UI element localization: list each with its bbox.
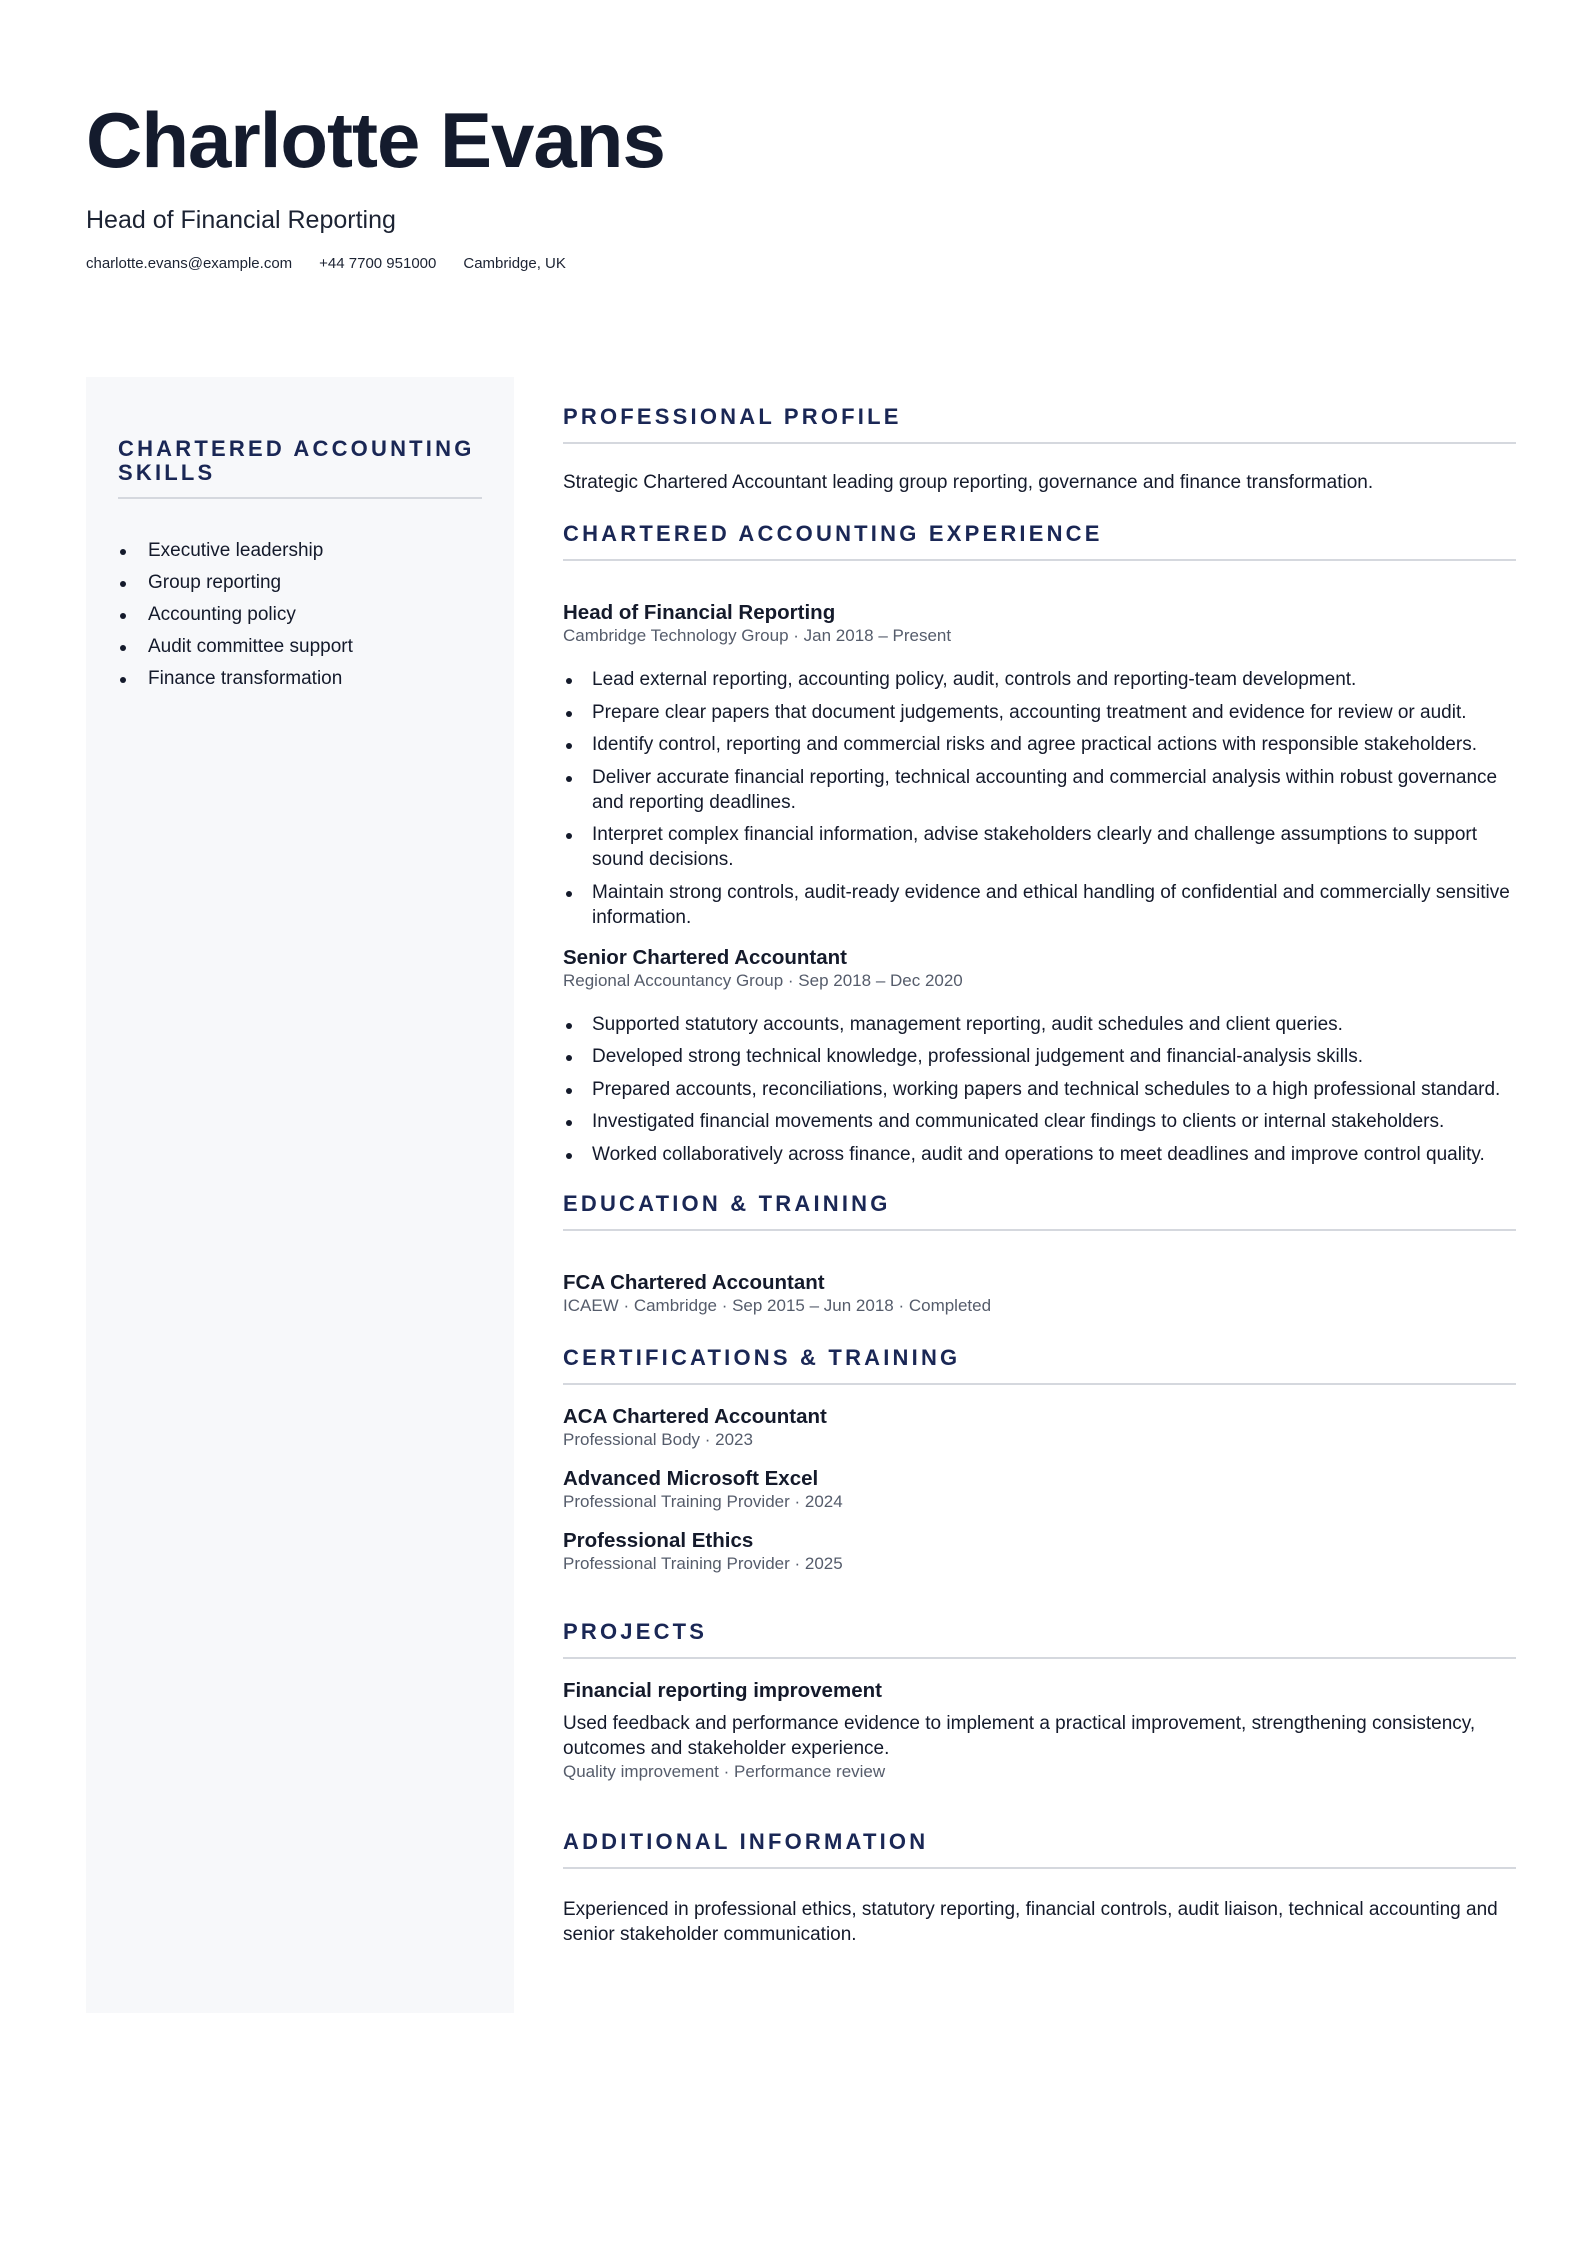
education-meta: ICAEW · Cambridge · Sep 2015 – Jun 2018 · Completed [563,1295,992,1315]
job-bullet: Supported statutory accounts, management reporting, audit schedules and client queries. [563,1012,1516,1037]
certification-title: Advanced Microsoft Excel [563,1466,819,1490]
certifications-heading: CERTIFICATIONS & TRAINING [563,1343,1516,1385]
certification-entry [563,1529,1516,1575]
job-bullet: Maintain strong controls, audit-ready evidence and ethical handling of confidential and commercially sensitive information. [563,880,1516,930]
certification-meta: Professional Body · 2023 [563,1429,753,1449]
education-title: FCA Chartered Accountant [563,1270,825,1294]
education-section [563,1189,1516,1317]
project-description: Used feedback and performance evidence to implement a practical improvement, strengthening consistency, outcomes and stakeholder experience. [563,1712,1476,1759]
job-entry [563,946,1516,1167]
skill-item: Group reporting [118,567,482,599]
certification-meta: Professional Training Provider · 2025 [563,1553,843,1573]
certification-entry [563,1467,1516,1513]
job-bullet: Prepared accounts, reconciliations, working papers and technical schedules to a high professional standard. [563,1077,1516,1102]
skills-heading: CHARTERED ACCOUNTING SKILLS [118,437,482,499]
skill-item: Finance transformation [118,663,482,695]
contact-phone[interactable]: +44 7700 951000 [319,255,437,272]
job-bullets [563,1012,1516,1167]
job-bullet: Investigated financial movements and communicated clear findings to clients or internal stakeholders. [563,1109,1516,1134]
profile-section [563,402,1516,495]
additional-heading: ADDITIONAL INFORMATION [563,1827,1516,1869]
contact-email[interactable]: charlotte.evans@example.com [86,255,293,272]
job-meta: Regional Accountancy Group · Sep 2018 – Dec 2020 [563,970,963,990]
skill-item: Accounting policy [118,599,482,631]
job-bullet: Deliver accurate financial reporting, technical accounting and commercial analysis within robust governance and reporting deadlines. [563,765,1516,815]
skills-list [118,535,482,695]
job-bullet: Developed strong technical knowledge, professional judgement and financial-analysis skills. [563,1044,1516,1069]
job-entry [563,601,1516,930]
certification-title: Professional Ethics [563,1528,754,1552]
candidate-title: Head of Financial Reporting [86,206,396,234]
job-bullet: Worked collaboratively across finance, audit and operations to meet deadlines and improve control quality. [563,1142,1516,1167]
candidate-name: Charlotte Evans [86,96,665,184]
skill-item: Audit committee support [118,631,482,663]
contact-info [86,254,1506,274]
job-bullet: Prepare clear papers that document judgements, accounting treatment and evidence for review or audit. [563,700,1516,725]
certifications-section [563,1343,1516,1575]
job-bullet: Lead external reporting, accounting policy, audit, controls and reporting-team development. [563,667,1516,692]
experience-heading: CHARTERED ACCOUNTING EXPERIENCE [563,519,1516,561]
projects-heading: PROJECTS [563,1617,1516,1659]
additional-text: Experienced in professional ethics, statutory reporting, financial controls, audit liaison, technical accounting and senior stakeholder communication. [563,1898,1498,1945]
education-entry [563,1271,1516,1317]
projects-section [563,1617,1516,1783]
project-entry [563,1679,1516,1783]
skills-sidebar [86,377,514,2013]
job-title: Senior Chartered Accountant [563,945,848,969]
experience-section [563,519,1516,1167]
job-bullets [563,667,1516,930]
certification-title: ACA Chartered Accountant [563,1404,827,1428]
additional-section [563,1827,1516,1947]
main-content [563,402,1516,1947]
certification-meta: Professional Training Provider · 2024 [563,1491,843,1511]
project-title: Financial reporting improvement [563,1678,882,1702]
job-bullet: Interpret complex financial information, advise stakeholders clearly and challenge assumptions to support sound decisions. [563,822,1516,872]
profile-text: Strategic Chartered Accountant leading group reporting, governance and finance transformation. [563,472,1374,493]
education-heading: EDUCATION & TRAINING [563,1189,1516,1231]
profile-heading: PROFESSIONAL PROFILE [563,402,1516,444]
certification-entry [563,1405,1516,1451]
job-title: Head of Financial Reporting [563,601,836,624]
resume-header [86,96,1506,274]
job-meta: Cambridge Technology Group · Jan 2018 – Present [563,626,952,645]
project-tags: Quality improvement · Performance review [563,1761,886,1781]
skill-item: Executive leadership [118,535,482,567]
contact-location: Cambridge, UK [463,255,566,272]
job-bullet: Identify control, reporting and commercial risks and agree practical actions with responsible stakeholders. [563,732,1516,757]
